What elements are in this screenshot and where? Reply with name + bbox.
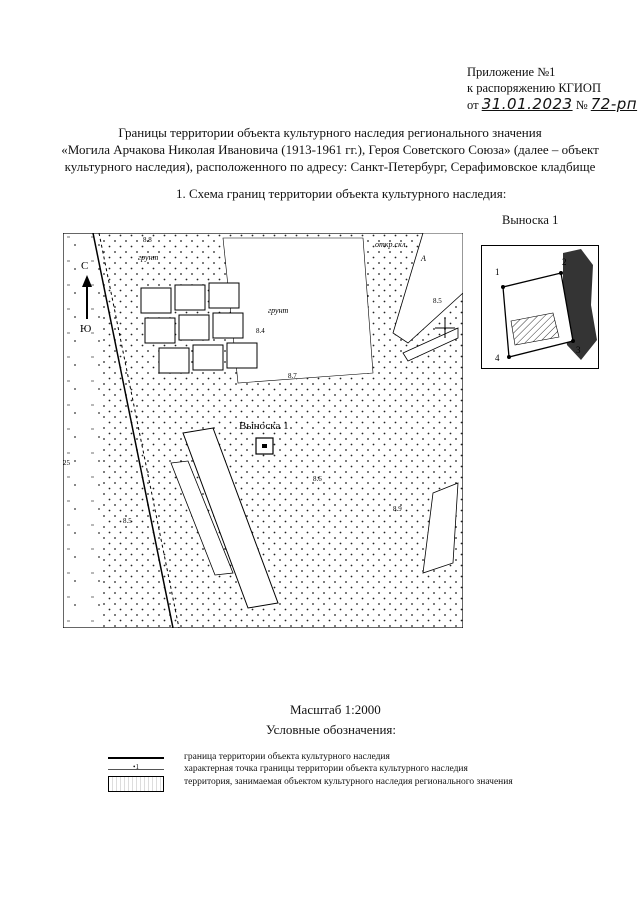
grass-area — [63, 233, 103, 628]
appendix-line1: Приложение №1 — [467, 65, 556, 79]
cadastral-map — [63, 233, 463, 628]
north-label: С — [81, 260, 89, 272]
legend-item-box: территория, занимаемая объектом культурного наследия регионального значения — [184, 777, 513, 787]
svg-text:25: 25 — [63, 459, 70, 467]
section-heading: 1. Схема границ территории объекта культурного наследия: — [176, 186, 507, 201]
svg-text:8.5: 8.5 — [123, 517, 132, 525]
title-line1: Границы территории объекта культурного наследия регионального значения — [118, 125, 542, 140]
svg-text:8.4: 8.4 — [256, 327, 265, 335]
number-prefix: № — [575, 98, 588, 112]
legend-item-point: характерная точка границы территории объекта культурного наследия — [184, 764, 468, 774]
legend-title: Условные обозначения: — [266, 722, 397, 737]
svg-text:8.7: 8.7 — [288, 372, 297, 380]
date-prefix: от — [467, 98, 479, 112]
letter-a: А — [421, 254, 426, 263]
title-line3: культурного наследия), расположенного по адресу: Санкт-Петербург, Серафимовское кладбище — [64, 159, 596, 174]
legend-item-line: граница территории объекта культурного наследия — [184, 752, 390, 762]
legend-line-symbol — [108, 757, 164, 759]
ground-label: грунт — [268, 306, 289, 315]
point-4: 4 — [495, 353, 500, 363]
appendix-date-line — [467, 95, 638, 113]
callout-inset — [481, 245, 599, 369]
svg-text:8.6: 8.6 — [313, 475, 322, 483]
point-3: 3 — [576, 345, 581, 355]
svg-text:8.8: 8.8 — [143, 236, 152, 244]
callout-title: Выноска 1 — [502, 213, 559, 227]
date-value: 31.01.2023 — [481, 95, 573, 113]
road-label: откр.скл. — [375, 240, 408, 249]
svg-text:грунт: грунт — [138, 253, 159, 262]
number-value: 72-рп — [590, 95, 638, 113]
scale-label: Масштаб 1:2000 — [290, 702, 381, 717]
point-2: 2 — [562, 257, 567, 267]
legend-box-symbol — [108, 776, 164, 792]
svg-text:8.9: 8.9 — [393, 505, 402, 513]
svg-text:8.5: 8.5 — [433, 297, 442, 305]
callout-label: Выноска 1 — [239, 420, 289, 432]
document-title — [40, 124, 620, 175]
legend-point-symbol: •1 — [133, 763, 139, 771]
south-label: Ю — [80, 323, 92, 335]
point-1: 1 — [495, 267, 500, 277]
appendix-block — [467, 64, 638, 113]
title-line2: «Могила Арчакова Николая Ивановича (1913-1961 гг.), Героя Советского Союза» (далее – объект — [61, 142, 599, 157]
appendix-line2: к распоряжению КГИОП — [467, 81, 601, 95]
